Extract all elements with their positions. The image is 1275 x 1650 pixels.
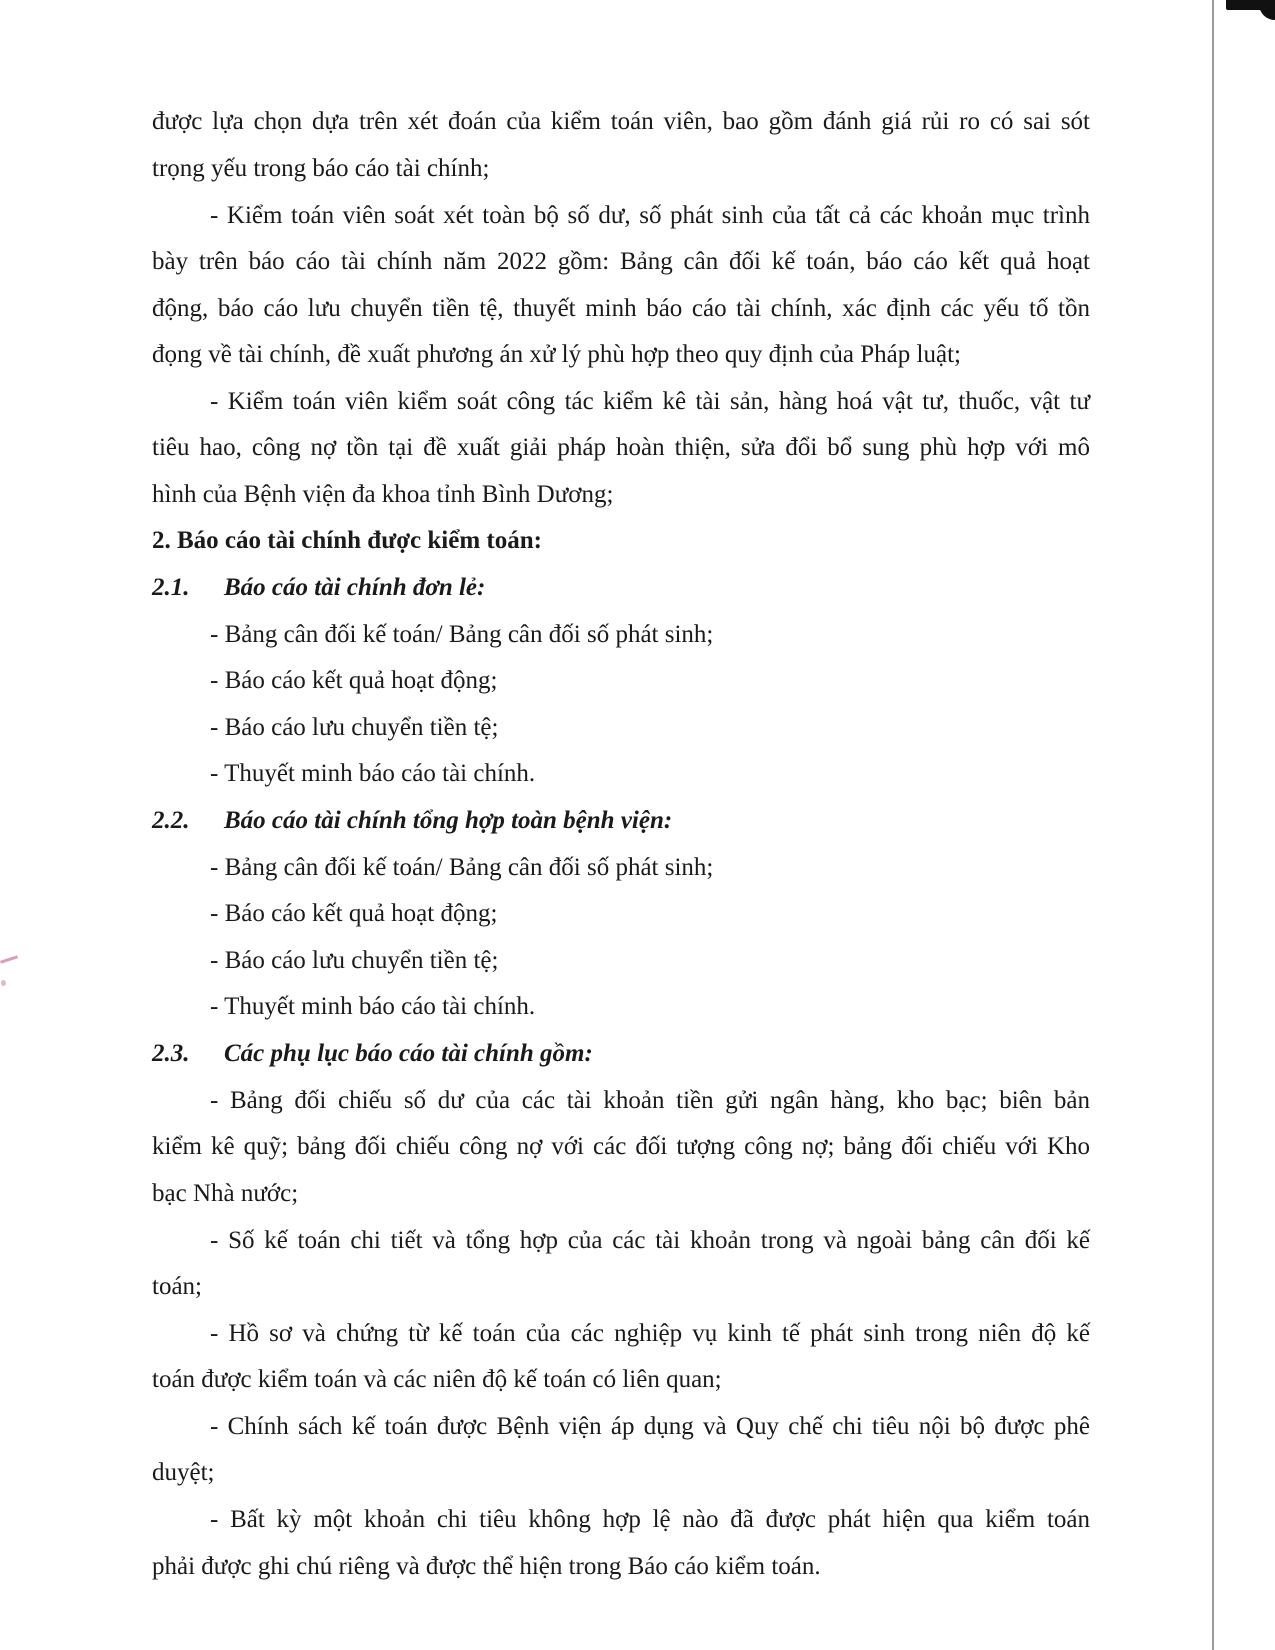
subsection-title: Báo cáo tài chính tổng hợp toàn bệnh viện:	[224, 807, 673, 834]
paragraph-line: toán được kiểm toán và các niên độ kế toán có liên quan;	[152, 1366, 722, 1393]
subsection-title: Báo cáo tài chính đơn lẻ:	[224, 574, 486, 601]
list-item: - Báo cáo kết quả hoạt động;	[210, 667, 498, 694]
paragraph-line: toán;	[152, 1273, 202, 1300]
paragraph-line: phải được ghi chú riêng và được thể hiện trong Báo cáo kiểm toán.	[152, 1553, 821, 1580]
list-item: - Thuyết minh báo cáo tài chính.	[210, 760, 536, 787]
list-item: - Bảng cân đối kế toán/ Bảng cân đối số phát sinh;	[210, 854, 714, 881]
subsection-heading-2-1	[152, 572, 1090, 604]
subsection-number: 2.3.	[152, 1040, 190, 1067]
paragraph-line: - Bảng đối chiếu số dư của các tài khoản tiền gửi ngân hàng, kho bạc; biên bản	[210, 1087, 1090, 1114]
paragraph-line: được lựa chọn dựa trên xét đoán của kiểm toán viên, bao gồm đánh giá rủi ro có sai sót	[152, 108, 1090, 135]
paragraph-line: - Số kế toán chi tiết và tổng hợp của các tài khoản trong và ngoài bảng cân đối kế	[210, 1227, 1090, 1254]
paragraph-line: - Hồ sơ và chứng từ kế toán của các nghiệp vụ kinh tế phát sinh trong niên độ kế	[210, 1320, 1090, 1347]
paragraph-line: hình của Bệnh viện đa khoa tỉnh Bình Dương;	[152, 481, 614, 508]
list-item: - Báo cáo kết quả hoạt động;	[210, 900, 498, 927]
paragraph-line: - Kiểm toán viên kiểm soát công tác kiểm kê tài sản, hàng hoá vật tư, thuốc, vật tư	[210, 388, 1090, 415]
paragraph-line: động, báo cáo lưu chuyển tiền tệ, thuyết minh báo cáo tài chính, xác định các yếu tố tồn	[152, 295, 1090, 322]
margin-ink-mark	[0, 955, 18, 963]
list-item: - Báo cáo lưu chuyển tiền tệ;	[210, 947, 499, 974]
scan-corner-mark	[1226, 0, 1275, 10]
paragraph-line: trọng yếu trong báo cáo tài chính;	[152, 155, 490, 182]
list-item: - Thuyết minh báo cáo tài chính.	[210, 993, 536, 1020]
paragraph-line: duyệt;	[152, 1459, 215, 1486]
paragraph-line: - Bất kỳ một khoản chi tiêu không hợp lệ nào đã được phát hiện qua kiểm toán	[210, 1506, 1090, 1533]
paragraph-line: kiểm kê quỹ; bảng đối chiếu công nợ với các đối tượng công nợ; bảng đối chiếu với Kho	[152, 1133, 1090, 1160]
paragraph-line: tiêu hao, công nợ tồn tại đề xuất giải pháp hoàn thiện, sửa đổi bổ sung phù hợp với mô	[152, 434, 1090, 461]
paragraph-line: bày trên báo cáo tài chính năm 2022 gồm: Bảng cân đối kế toán, báo cáo kết quả hoạt	[152, 248, 1090, 275]
subsection-number: 2.2.	[152, 807, 190, 834]
margin-ink-dot	[1, 980, 6, 986]
list-item: - Bảng cân đối kế toán/ Bảng cân đối số phát sinh;	[210, 621, 714, 648]
paragraph-line: đọng về tài chính, đề xuất phương án xử lý phù hợp theo quy định của Pháp luật;	[152, 341, 961, 368]
paragraph-line: - Chính sách kế toán được Bệnh viện áp dụng và Quy chế chi tiêu nội bộ được phê	[210, 1413, 1090, 1440]
list-item: - Báo cáo lưu chuyển tiền tệ;	[210, 714, 499, 741]
subsection-heading-2-3	[152, 1038, 1090, 1070]
subsection-title: Các phụ lục báo cáo tài chính gồm:	[224, 1040, 593, 1067]
scan-edge-line	[1212, 0, 1214, 1650]
section-heading: 2. Báo cáo tài chính được kiểm toán:	[152, 527, 542, 554]
paragraph-line: bạc Nhà nước;	[152, 1180, 299, 1207]
subsection-heading-2-2	[152, 805, 1090, 837]
paragraph-line: - Kiểm toán viên soát xét toàn bộ số dư, số phát sinh của tất cả các khoản mục trình	[210, 202, 1090, 229]
subsection-number: 2.1.	[152, 574, 190, 601]
